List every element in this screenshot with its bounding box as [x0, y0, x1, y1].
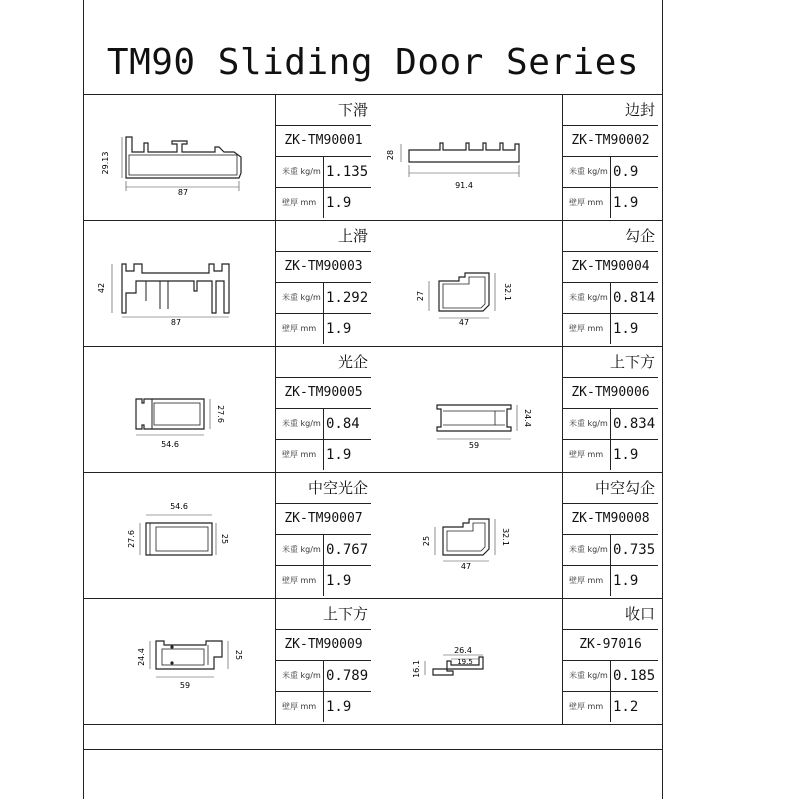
profile-code: ZK-TM90005	[276, 378, 371, 409]
weight-value: 1.135	[326, 164, 369, 180]
dim-label: 27	[416, 290, 425, 302]
profile-code: ZK-TM90001	[276, 126, 371, 157]
dim-label: 27.6	[216, 405, 225, 423]
dim-label: 87	[170, 318, 182, 327]
profile-name: 边封	[563, 95, 658, 126]
weight-value: 0.814	[613, 290, 656, 306]
spec-table	[275, 473, 371, 598]
spec-table	[562, 473, 658, 598]
dim-label: 59	[468, 441, 480, 450]
weight-label: 米重 kg/m	[563, 409, 611, 439]
profile-drawing-8	[371, 473, 563, 598]
weight-label: 米重 kg/m	[563, 535, 611, 565]
profile-drawing-1	[84, 95, 276, 220]
dim-label: 42	[97, 282, 106, 294]
spec-table	[562, 221, 658, 346]
profile-name: 勾企	[563, 221, 658, 252]
profile-drawing-3	[84, 221, 276, 346]
profile-code: ZK-TM90007	[276, 504, 371, 535]
dim-label: 59	[179, 681, 191, 690]
footer-row	[84, 725, 662, 750]
thickness-value: 1.9	[326, 573, 352, 589]
dim-label: 91.4	[455, 181, 473, 190]
catalog-row-5	[84, 599, 662, 725]
catalog-title-text: TM90 Sliding Door Series	[106, 41, 640, 83]
profile-drawing-5	[84, 347, 276, 472]
dim-label: 16.1	[412, 660, 421, 678]
dim-label: 19.5	[457, 658, 473, 666]
thickness-value: 1.9	[326, 195, 352, 211]
dim-label: 32.1	[501, 528, 510, 546]
profile-drawing-4	[371, 221, 563, 346]
thickness-label: 壁厚 mm	[563, 566, 611, 596]
weight-label: 米重 kg/m	[276, 535, 324, 565]
profile-drawing-7	[84, 473, 276, 598]
spec-table	[562, 599, 658, 724]
thickness-value: 1.9	[326, 699, 352, 715]
spec-table	[275, 221, 371, 346]
thickness-label: 壁厚 mm	[563, 314, 611, 344]
spec-table	[275, 347, 371, 472]
profile-name: 中空光企	[276, 473, 371, 504]
dim-label: 26.4	[454, 646, 472, 655]
dim-label: 27.6	[127, 530, 136, 548]
profile-drawing-2	[371, 95, 563, 220]
weight-label: 米重 kg/m	[563, 661, 611, 691]
profile-name: 光企	[276, 347, 371, 378]
dim-label: 25	[422, 535, 431, 547]
weight-value: 0.789	[326, 668, 369, 684]
profile-name: 上下方	[563, 347, 658, 378]
thickness-value: 1.9	[613, 447, 639, 463]
profile-code: ZK-TM90008	[563, 504, 658, 535]
dim-label: 24.4	[523, 409, 532, 427]
dim-label: 47	[460, 562, 472, 571]
catalog-row-4	[84, 473, 662, 599]
dim-label: 87	[177, 188, 189, 197]
spec-table	[562, 95, 658, 220]
profile-drawing-10	[371, 599, 563, 724]
thickness-label: 壁厚 mm	[563, 188, 611, 218]
weight-value: 1.292	[326, 290, 369, 306]
catalog-sheet	[83, 0, 663, 799]
dim-label: 54.6	[170, 502, 188, 511]
dim-label: 47	[458, 318, 470, 327]
weight-value: 0.767	[326, 542, 369, 558]
profile-name: 收口	[563, 599, 658, 630]
dim-label: 25	[234, 649, 243, 661]
weight-value: 0.834	[613, 416, 656, 432]
weight-label: 米重 kg/m	[563, 283, 611, 313]
profile-name: 上滑	[276, 221, 371, 252]
thickness-label: 壁厚 mm	[276, 314, 324, 344]
thickness-label: 壁厚 mm	[276, 692, 324, 722]
catalog-row-2	[84, 221, 662, 347]
profile-code: ZK-97016	[563, 630, 658, 661]
dim-label: 32.1	[503, 283, 512, 301]
profile-code: ZK-TM90004	[563, 252, 658, 283]
weight-value: 0.84	[326, 416, 360, 432]
spec-table	[275, 599, 371, 724]
thickness-value: 1.2	[613, 699, 639, 715]
profile-drawing-6	[371, 347, 563, 472]
spec-table	[562, 347, 658, 472]
weight-value: 0.9	[613, 164, 639, 180]
spec-table	[275, 95, 371, 220]
thickness-label: 壁厚 mm	[563, 440, 611, 470]
weight-value: 0.185	[613, 668, 656, 684]
thickness-value: 1.9	[613, 195, 639, 211]
weight-value: 0.735	[613, 542, 656, 558]
weight-label: 米重 kg/m	[276, 283, 324, 313]
thickness-label: 壁厚 mm	[276, 440, 324, 470]
thickness-value: 1.9	[326, 321, 352, 337]
profile-code: ZK-TM90006	[563, 378, 658, 409]
thickness-label: 壁厚 mm	[276, 188, 324, 218]
profile-name: 下滑	[276, 95, 371, 126]
thickness-label: 壁厚 mm	[563, 692, 611, 722]
thickness-value: 1.9	[613, 321, 639, 337]
catalog-row-1	[84, 95, 662, 221]
profile-name: 上下方	[276, 599, 371, 630]
dim-label: 25	[220, 533, 229, 545]
thickness-label: 壁厚 mm	[276, 566, 324, 596]
thickness-value: 1.9	[613, 573, 639, 589]
thickness-value: 1.9	[326, 447, 352, 463]
profile-name: 中空勾企	[563, 473, 658, 504]
dim-label: 24.4	[137, 648, 146, 666]
profile-code: ZK-TM90003	[276, 252, 371, 283]
profile-code: ZK-TM90009	[276, 630, 371, 661]
catalog-title	[84, 0, 662, 95]
weight-label: 米重 kg/m	[276, 157, 324, 187]
profile-code: ZK-TM90002	[563, 126, 658, 157]
weight-label: 米重 kg/m	[276, 661, 324, 691]
dim-label: 29.13	[101, 151, 110, 175]
dim-label: 28	[386, 149, 395, 161]
dim-label: 54.6	[161, 440, 179, 449]
catalog-row-3	[84, 347, 662, 473]
profile-drawing-9	[84, 599, 276, 724]
weight-label: 米重 kg/m	[563, 157, 611, 187]
weight-label: 米重 kg/m	[276, 409, 324, 439]
